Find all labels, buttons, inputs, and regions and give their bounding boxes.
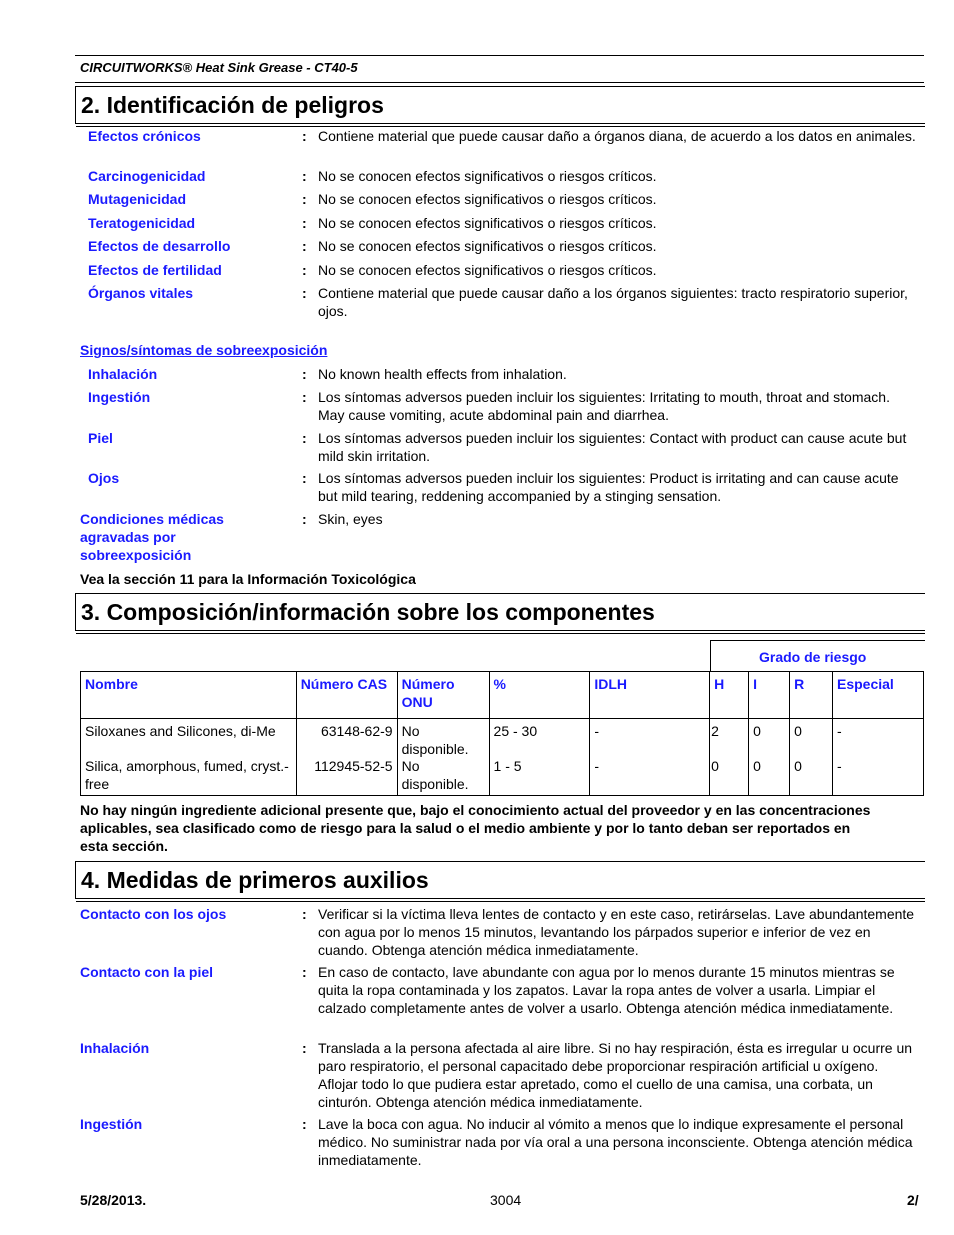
footer-code: 3004 — [490, 1192, 522, 1208]
label-teratogenicidad: Teratogenicidad — [88, 215, 196, 231]
label-organos-vitales: Órganos vitales — [88, 285, 194, 301]
value-piel: Los síntomas adversos pueden incluir los siguientes: Contact with product can cause acute but mild skin irritation. — [318, 430, 907, 464]
label-condiciones-medicas: Condiciones médicas agravadas por sobreexposición — [80, 511, 224, 563]
section-2-header — [75, 86, 925, 124]
col-r: R — [790, 672, 833, 719]
col-i: I — [749, 672, 790, 719]
label-efectos-desarrollo: Efectos de desarrollo — [88, 238, 231, 254]
header-rule — [75, 55, 924, 56]
section-4-header — [75, 861, 925, 899]
composition-table — [80, 671, 924, 796]
col-pct: % — [489, 672, 590, 719]
footer-date: 5/28/2013. — [80, 1192, 147, 1208]
col-idlh: IDLH — [590, 672, 710, 719]
col-cas: Número CAS — [296, 672, 397, 719]
label-contacto-ojos: Contacto con los ojos — [80, 906, 227, 922]
label-inhalacion: Inhalación — [88, 366, 158, 382]
value-efectos-cronicos: Contiene material que puede causar daño a órganos diana, de acuerdo a los datos en animales. — [318, 128, 916, 144]
see-section-11: Vea la sección 11 para la Información Toxicológica — [80, 571, 416, 587]
document-title: CIRCUITWORKS® Heat Sink Grease - CT40-5 — [80, 60, 358, 75]
value-inhalacion-aux: Translada a la persona afectada al aire libre. Si no hay respiración, ésta es irregular u ocurre un paro respiratorio, el personal capacitado debe proporcionar respiración artificial u oxígeno. Aflojar todo lo que pudiera estar apretado, como el cuello de una camisa, una corbata, un cinturón. Obtenga atención médica inmediatamente. — [318, 1040, 913, 1110]
section-3-header — [75, 593, 925, 631]
value-teratogenicidad: No se conocen efectos significativos o riesgos críticos. — [318, 215, 657, 231]
table-header-row — [81, 672, 924, 719]
label-piel: Piel — [88, 430, 113, 446]
value-organos-vitales: Contiene material que puede causar daño a los órganos siguientes: tracto respiratorio superior, ojos. — [318, 285, 908, 319]
signs-subheading: Signos/síntomas de sobreexposición — [80, 342, 328, 358]
header-rule-bottom — [75, 82, 924, 83]
label-inhalacion-aux: Inhalación — [80, 1040, 150, 1056]
label-mutagenicidad: Mutagenicidad — [88, 191, 187, 207]
label-carcinogenicidad: Carcinogenicidad — [88, 168, 206, 184]
col-onu: Número ONU — [397, 672, 489, 719]
value-condiciones-medicas: Skin, eyes — [318, 511, 383, 527]
col-especial: Especial — [833, 672, 924, 719]
label-ojos: Ojos — [88, 470, 120, 486]
col-h: H — [710, 672, 749, 719]
value-contacto-piel: En caso de contacto, lave abundante con agua por lo menos durante 15 minutos mientras se quita la ropa contaminada y los zapatos. Lavar la ropa antes de volver a usarla. Limpiar el calzado completamente antes de volver a usarlo. Obtenga atención médica inmediatamente. — [318, 964, 895, 1016]
label-efectos-cronicos: Efectos crónicos — [88, 128, 201, 144]
section-3-title: 3. Composición/información sobre los componentes — [81, 599, 655, 625]
footer-page: 2/ — [907, 1192, 919, 1208]
section-2-title: 2. Identificación de peligros — [81, 92, 384, 118]
value-efectos-desarrollo: No se conocen efectos significativos o riesgos críticos. — [318, 238, 657, 254]
value-inhalacion: No known health effects from inhalation. — [318, 366, 567, 382]
value-carcinogenicidad: No se conocen efectos significativos o riesgos críticos. — [318, 168, 657, 184]
value-efectos-fertilidad: No se conocen efectos significativos o riesgos críticos. — [318, 262, 657, 278]
value-ojos: Los síntomas adversos pueden incluir los siguientes: Product is irritating and can cause acute but mild tearing, reddening accompanied by a stinging sensation. — [318, 470, 899, 504]
label-efectos-fertilidad: Efectos de fertilidad — [88, 262, 222, 278]
label-ingestion: Ingestión — [88, 389, 151, 405]
table-row: Siloxanes and Silicones, di-Me Silica, amorphous, fumed, cryst.-free 63148-62-9 112945-52-5 No disponible. No disponible. 25 - 30 1 - 5 - - 2 0 0 0 0 0 - - — [81, 719, 924, 796]
value-ingestion: Los síntomas adversos pueden incluir los siguientes: Irritating to mouth, throat and stomach. May cause vomiting, acute abdominal pain and diarrhea. — [318, 389, 890, 423]
value-contacto-ojos: Verificar si la víctima lleva lentes de contacto y en este caso, retirárselas. Lave abundantemente con agua por lo menos 15 minutos, levantando los párpados superior e inferior de vez en cuando. Obtenga atención médica inmediatamente. — [318, 906, 915, 958]
grado-riesgo-header: Grado de riesgo — [710, 640, 925, 672]
label-ingestion-aux: Ingestión — [80, 1116, 143, 1132]
section-4-title: 4. Medidas de primeros auxilios — [81, 867, 429, 893]
col-nombre: Nombre — [81, 672, 297, 719]
composition-note: No hay ningún ingrediente adicional presente que, bajo el conocimiento actual del proveedor y en las concentraciones aplicables, sea clasificado como de riesgo para la salud o el medio ambiente y por lo tanto deban ser reportados en esta sección. — [80, 802, 871, 854]
value-ingestion-aux: Lave la boca con agua. No inducir al vómito a menos que lo indique expresamente el personal médico. No suministrar nada por vía oral a una persona inconsciente. Obtenga atención médica inmediatamente. — [318, 1116, 913, 1168]
value-mutagenicidad: No se conocen efectos significativos o riesgos críticos. — [318, 191, 657, 207]
label-contacto-piel: Contacto con la piel — [80, 964, 214, 980]
